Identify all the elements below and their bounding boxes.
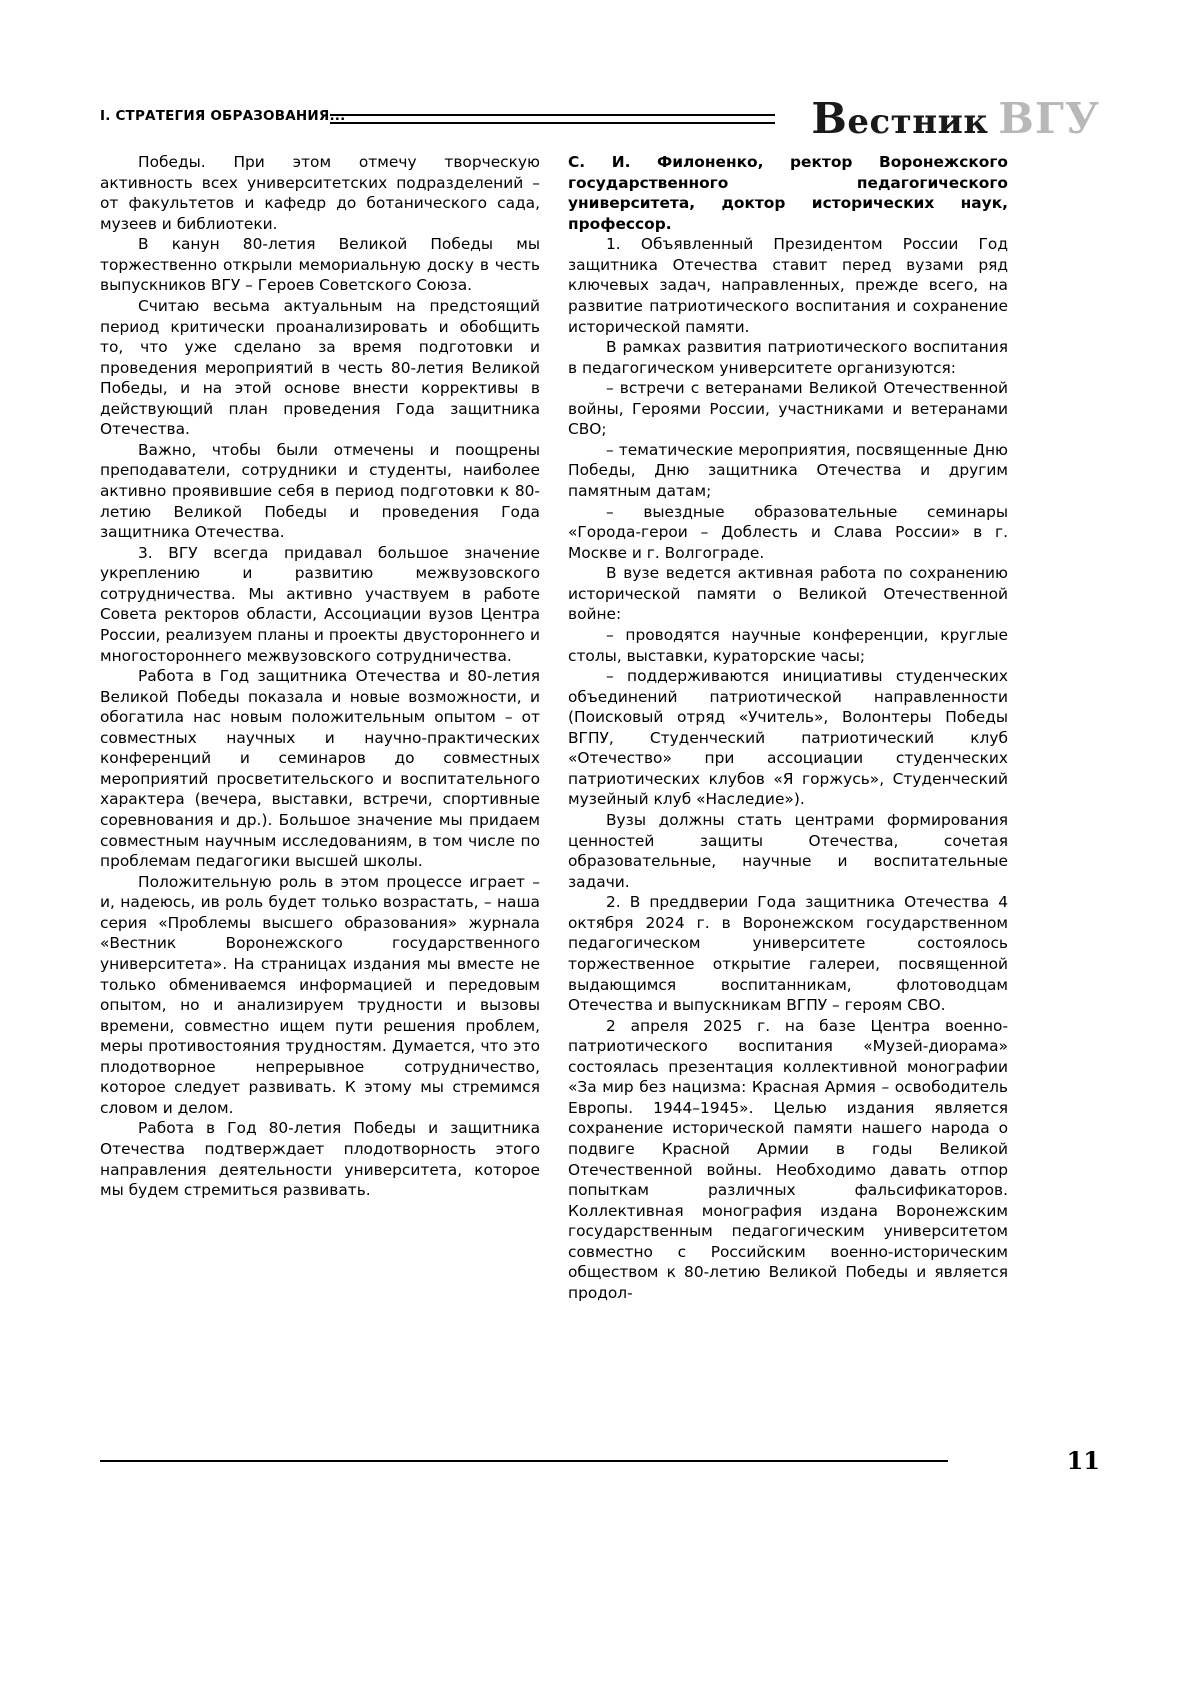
list-item: – выездные образовательные семинары «Города-герои – Доблесть и Слава России» в г. Москве и г. Волгограде. bbox=[568, 502, 1008, 562]
paragraph: Положительную роль в этом процессе играет – и, надеюсь, ив роль будет только возрастать, – наша серия «Проблемы высшего образования» журнала «Вестник Воронежского государственного университета». На страницах издания мы вместе не только обмениваемся информацией и передовым опытом, но и анализируем трудности и вызовы времени, совместно ищем пути решения проблем, меры противостояния трудностям. Думается, что это плодотворное непрерывное сотрудничество, которое следует развивать. К этому мы стремимся словом и делом. bbox=[100, 872, 540, 1117]
list-item: – встречи с ветеранами Великой Отечественной войны, Героями России, участниками и ветеранами СВО; bbox=[568, 379, 1008, 439]
footer-rule bbox=[100, 1460, 948, 1462]
header-double-rule bbox=[330, 114, 775, 124]
brand-vestnik-initial: В bbox=[811, 94, 848, 143]
paragraph: 2. В преддверии Года защитника Отечества 4 октября 2024 г. в Воронежском государственном педагогическом университете состоялось торжественное открытие галереи, посвященной выдающимся воспитанникам, флотоводцам Отечества и выпускникам ВГПУ – героям СВО. bbox=[568, 893, 1008, 1015]
paragraph: Работа в Год защитника Отечества и 80-летия Великой Победы показала и новые возможности, и обогатила нас новым положительным опытом – от совместных научных и научно-практических конференций и семинаров до совместных мероприятий просветительского и воспитательного характера (вечера, выставки, встречи, спортивные соревнования и др.). Большое значение мы придаем совместным научным исследованиям, в том числе по проблемам педагогики высшей школы. bbox=[100, 667, 540, 871]
brand-vestnik-rest: естник bbox=[847, 102, 989, 142]
paragraph: В канун 80-летия Великой Победы мы торжественно открыли мемориальную доску в честь выпускников ВГУ – Героев Советского Союза. bbox=[100, 235, 540, 295]
author-byline: С. И. Филоненко, ректор Воронежского государственного педагогического университета, доктор исторических наук, профессор. bbox=[568, 153, 1008, 233]
paragraph: 1. Объявленный Президентом России Год защитника Отечества ставит перед вузами ряд ключевых задач, направленных, прежде всего, на развитие патриотического воспитания и сохранение исторической памяти. bbox=[568, 235, 1008, 336]
paragraph: Важно, чтобы были отмечены и поощрены преподаватели, сотрудники и студенты, наиболее активно проявившие себя в период подготовки к 80-летию Великой Победы и проведения Года защитника Отечества. bbox=[100, 440, 540, 542]
running-section-title: I. СТРАТЕГИЯ ОБРАЗОВАНИЯ... bbox=[100, 108, 346, 124]
page-footer bbox=[100, 1446, 1100, 1492]
list-item: – поддерживаются инициативы студенческих объединений патриотической направленности (Поисковый отряд «Учитель», Волонтеры Победы ВГПУ, Студенческий патриотический клуб «Отечество» при ассоциации студенческих патриотических клубов «Я горжусь», Студенческий музейный клуб «Наследие»). bbox=[568, 667, 1008, 809]
list-item: – тематические мероприятия, посвященные Дню Победы, Дню защитника Отечества и другим памятным датам; bbox=[568, 440, 1008, 500]
paragraph: Победы. При этом отмечу творческую активность всех университетских подразделений – от факультетов и кафедр до ботанического сада, музеев и библиотеки. bbox=[100, 153, 540, 233]
page-header bbox=[100, 94, 1100, 143]
paragraph: Вузы должны стать центрами формирования ценностей защиты Отечества, сочетая образовательные, научные и воспитательные задачи. bbox=[568, 811, 1008, 891]
right-column bbox=[568, 152, 1008, 1304]
paragraph: 3. ВГУ всегда придавал большое значение укреплению и развитию межвузовского сотрудничества. Мы активно участвуем в работе Совета ректоров области, Ассоциации вузов Центра России, реализуем планы и проекты двустороннего и многостороннего межвузовского сотрудничества. bbox=[100, 543, 540, 665]
page-number: 11 bbox=[1066, 1446, 1100, 1475]
left-column bbox=[100, 152, 540, 1201]
body-columns bbox=[100, 152, 1100, 1422]
brand-vestnik bbox=[811, 94, 989, 143]
paragraph: Считаю весьма актуальным на предстоящий период критически проанализировать и обобщить то, что уже сделано за время подготовки и проведения мероприятий в честь 80-летия Великой Победы, и на этой основе внести коррективы в действующий план проведения Года защитника Отечества. bbox=[100, 296, 540, 439]
paragraph: В рамках развития патриотического воспитания в педагогическом университете организуются: bbox=[568, 338, 1008, 377]
journal-brand bbox=[811, 94, 1100, 143]
list-item: – проводятся научные конференции, круглые столы, выставки, кураторские часы; bbox=[568, 625, 1008, 665]
paragraph: 2 апреля 2025 г. на базе Центра военно-патриотического воспитания «Музей-диорама» состоялась презентация коллективной монографии «За мир без нацизма: Красная Армия – освободитель Европы. 1944–1945». Целью издания является сохранение исторической памяти нашего народа о подвиге Красной Армии в годы Великой Отечественной войны. Необходимо давать отпор попыткам различных фальсификаторов. Коллективная монография издана Воронежским государственным педагогическим университетом совместно с Российским военно-историческим обществом к 80-летию Великой Победы и является продол- bbox=[568, 1016, 1008, 1302]
brand-vgu: ВГУ bbox=[998, 94, 1100, 143]
paragraph: В вузе ведется активная работа по сохранению исторической памяти о Великой Отечественной войне: bbox=[568, 564, 1008, 624]
paragraph: Работа в Год 80-летия Победы и защитника Отечества подтверждает плодотворность этого направления деятельности университета, которое мы будем стремиться развивать. bbox=[100, 1119, 540, 1200]
